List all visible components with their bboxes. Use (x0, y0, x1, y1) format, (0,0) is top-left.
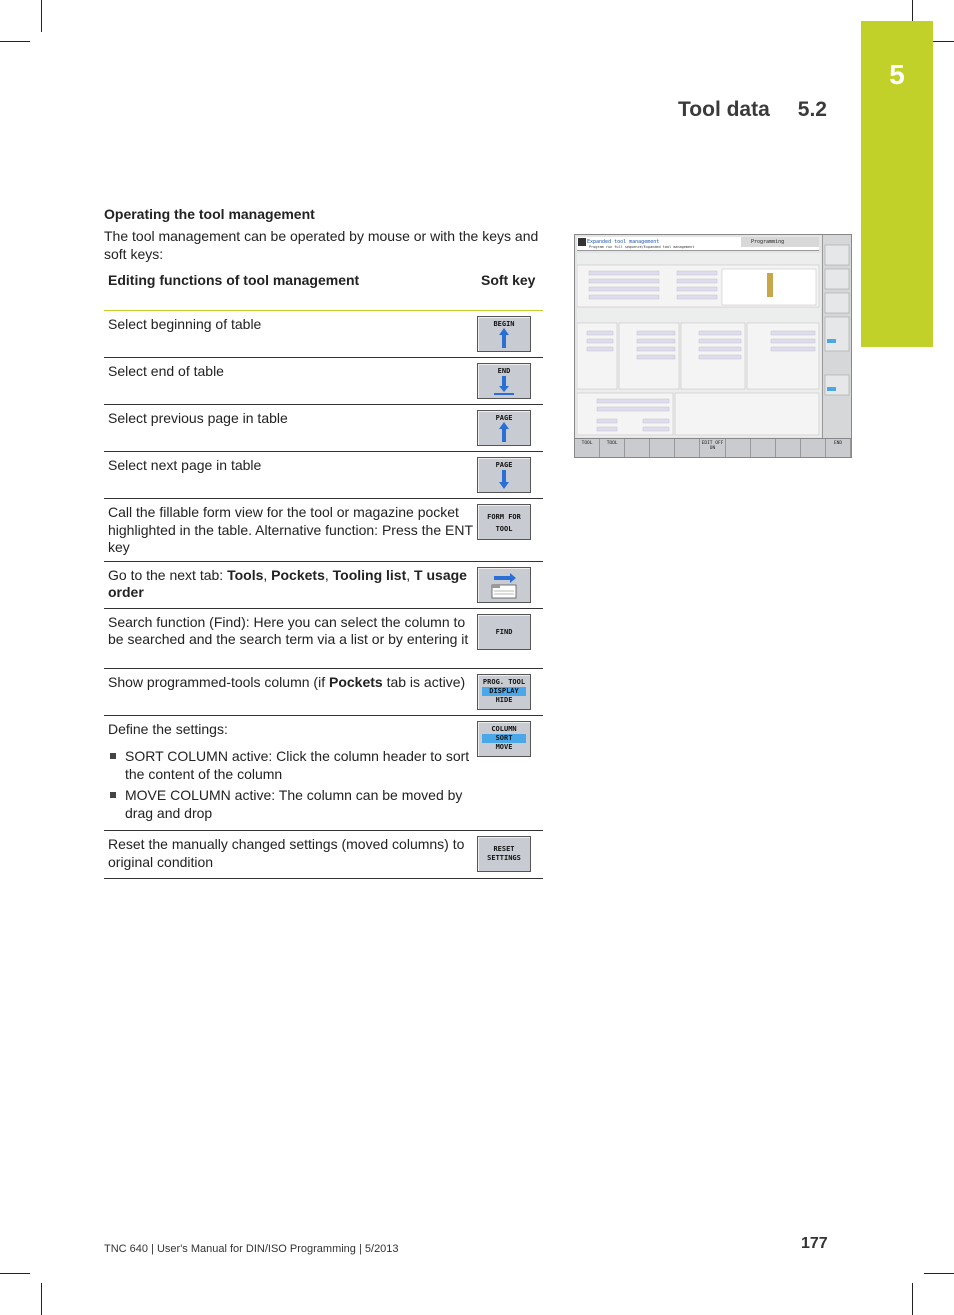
column-header-softkey: Soft key (477, 268, 543, 311)
column-header-function: Editing functions of tool management (104, 268, 477, 311)
table-row (104, 715, 543, 831)
tab-name-tools: Tools (227, 566, 264, 583)
chapter-tab (861, 21, 933, 347)
table-row (104, 608, 543, 668)
running-head-title: Tool data (678, 98, 770, 121)
softkey-label: RESET (493, 845, 515, 853)
find-softkey[interactable] (477, 614, 531, 650)
list-item: MOVE COLUMN active: The column can be moved by drag and drop (108, 787, 473, 822)
tab-name-tooling-list: Tooling list (332, 566, 407, 583)
softkey-label: TOOL (495, 525, 513, 533)
table-row (104, 831, 543, 879)
crop-mark (41, 1283, 42, 1315)
tab-name-t-usage-order: T usage order (108, 566, 467, 600)
table-row (104, 405, 543, 452)
crop-mark (912, 1283, 913, 1315)
screen-softkey: EDIT OFF ON (700, 439, 725, 457)
screen-side-softkeys (822, 235, 851, 457)
screen-softkey (726, 439, 751, 457)
screen-softkey (751, 439, 776, 457)
softkey-label: END (497, 367, 511, 375)
table-header (104, 268, 543, 311)
softkey-label: MOVE (495, 742, 513, 751)
row-description: Go to the next tab: Tools, Pockets, Tooling list, T usage order (104, 561, 477, 608)
form-for-tool-softkey[interactable] (477, 504, 531, 540)
description-text: Define the settings: (108, 720, 228, 737)
chapter-number: 5 (889, 59, 905, 90)
page-up-softkey[interactable] (477, 410, 531, 446)
screen-path: Program run full sequence/Expanded tool management (589, 245, 695, 249)
bullet-list (108, 748, 473, 822)
softkey-label: BEGIN (493, 320, 515, 328)
page-number: 177 (801, 1235, 828, 1252)
table-row (104, 358, 543, 405)
row-description: Call the fillable form view for the tool or magazine pocket highlighted in the table. Alternative function: Press the ENT key (104, 499, 477, 562)
softkey-label-active: SORT (482, 734, 526, 743)
softkey-label: PROG. TOOL (482, 677, 526, 686)
crop-mark (41, 0, 42, 32)
table-row (104, 311, 543, 358)
next-tab-softkey[interactable] (477, 567, 531, 603)
functions-table (104, 268, 543, 879)
row-description: Search function (Find): Here you can select the column to be searched and the search term via a list or by entering it (104, 608, 477, 668)
screen-softkey (625, 439, 650, 457)
crop-mark (0, 1273, 30, 1274)
arrow-down-bar-icon (478, 364, 530, 398)
screen-softkey (650, 439, 675, 457)
reset-settings-softkey[interactable] (477, 836, 531, 872)
screen-title: Expanded tool management (587, 239, 660, 245)
arrow-down-icon (478, 458, 530, 492)
table-row (104, 561, 543, 608)
table-row (104, 668, 543, 715)
crop-mark (924, 1273, 954, 1274)
running-head-section: 5.2 (797, 98, 827, 121)
row-description: Select previous page in table (104, 405, 477, 452)
intro-text: The tool management can be operated by mouse or with the keys and soft keys: (104, 228, 539, 262)
column-sort-move-softkey[interactable] (477, 721, 531, 757)
tool-management-screenshot (574, 234, 852, 458)
softkey-label: FORM FOR (487, 513, 521, 521)
row-description: Select next page in table (104, 452, 477, 499)
softkey-label: PAGE (495, 414, 513, 422)
row-description: Select beginning of table (104, 311, 477, 358)
softkey-label: COLUMN (491, 724, 517, 733)
arrow-up-icon (478, 411, 530, 445)
row-description: Reset the manually changed settings (moved columns) to original condition (104, 831, 477, 879)
tab-name-pockets: Pockets (328, 673, 383, 690)
row-description (104, 715, 477, 831)
softkey-label: SETTINGS (487, 854, 521, 862)
form-fields-graphic (577, 253, 821, 437)
side-softkey-icons (823, 235, 851, 435)
mode-icon (578, 238, 586, 246)
next-tab-icon (478, 568, 530, 602)
screen-form-area (577, 253, 821, 437)
row-description: Select end of table (104, 358, 477, 405)
row-description: Show programmed-tools column (if Pockets tab is active) (104, 668, 477, 715)
footer-text: TNC 640 | User's Manual for DIN/ISO Programming | 5/2013 (104, 1243, 399, 1255)
prog-tool-softkey[interactable] (477, 674, 531, 710)
section-heading: Operating the tool management (104, 206, 315, 222)
softkey-label: HIDE (495, 695, 513, 704)
screen-softkey: END (826, 439, 851, 457)
description-text: Go to the next tab: (108, 566, 228, 583)
softkey-label: PAGE (495, 461, 513, 469)
screen-mode: Programming (741, 237, 819, 247)
softkey-label-active: DISPLAY (482, 687, 526, 696)
page-down-softkey[interactable] (477, 457, 531, 493)
screen-softkey: TOOL (575, 439, 600, 457)
list-item: SORT COLUMN active: Click the column header to sort the content of the column (108, 748, 473, 783)
screen-softkey (801, 439, 826, 457)
screen-softkey (675, 439, 700, 457)
crop-mark (0, 41, 30, 42)
screen-softkey: TOOL (600, 439, 625, 457)
table-row (104, 452, 543, 499)
begin-softkey[interactable] (477, 316, 531, 352)
screen-softkey-bar (575, 438, 851, 457)
screen-softkey (776, 439, 801, 457)
arrow-up-icon (478, 317, 530, 351)
end-softkey[interactable] (477, 363, 531, 399)
running-head (678, 98, 827, 122)
table-row (104, 499, 543, 562)
tab-name-pockets: Pockets (271, 566, 325, 583)
softkey-label: FIND (495, 627, 513, 636)
